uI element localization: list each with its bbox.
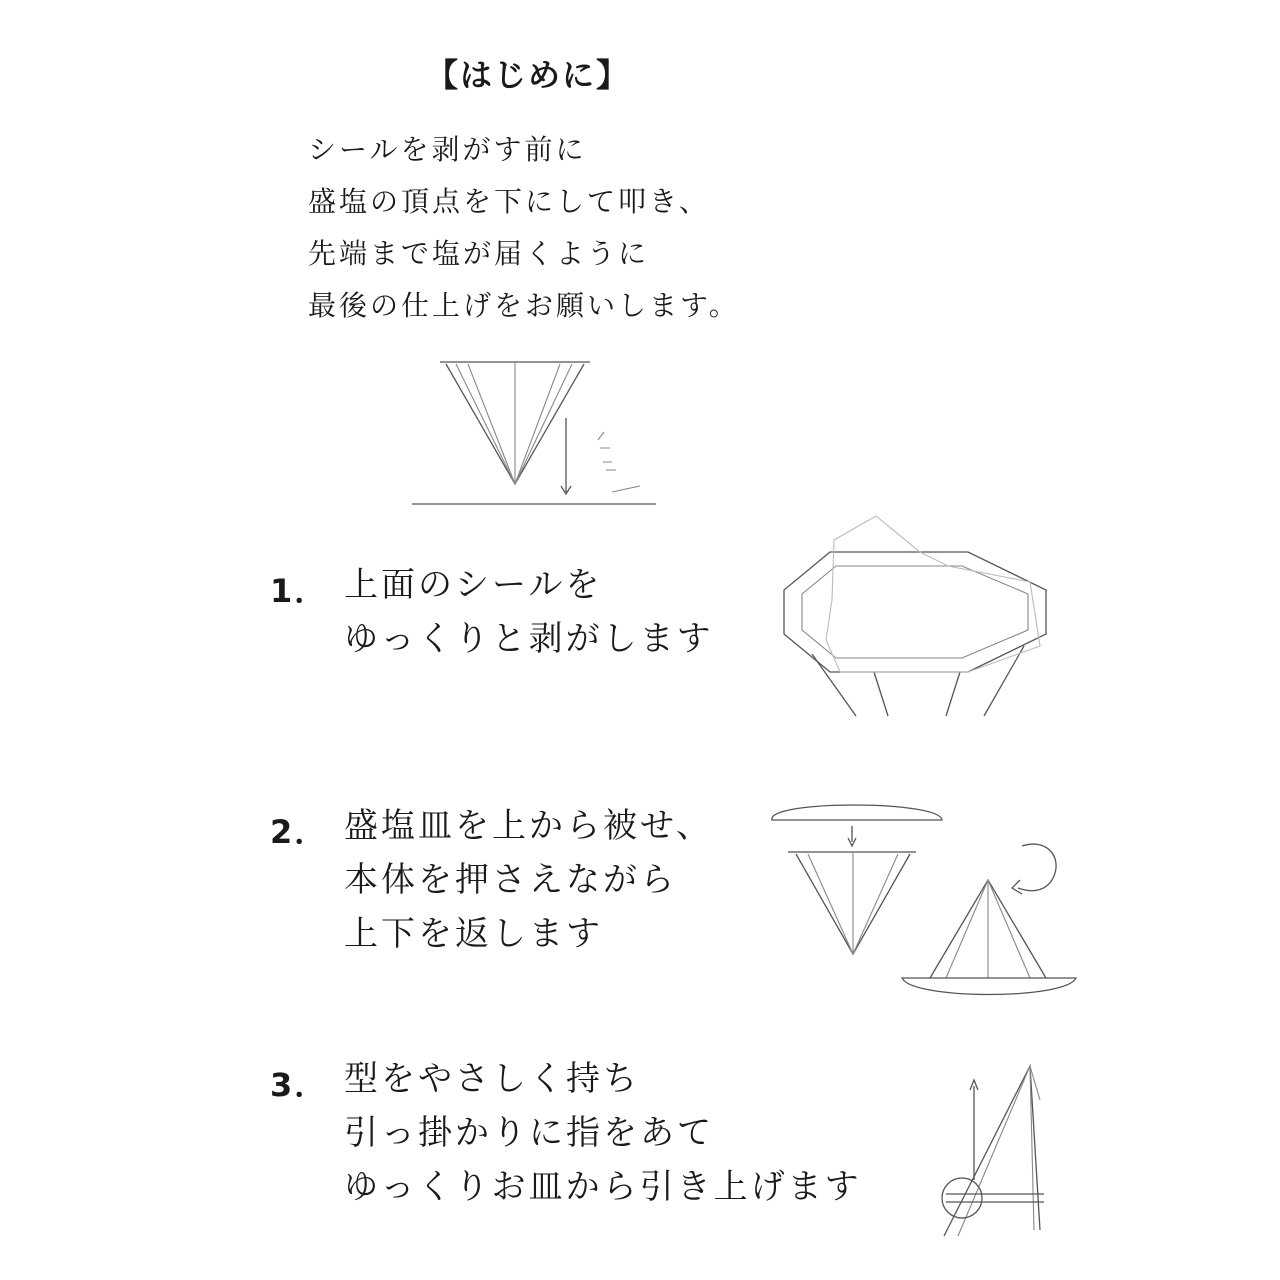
step-line: 型をやさしく持ち (344, 1059, 640, 1099)
step-line: 引っ掛かりに指をあて (344, 1113, 714, 1153)
step-1-number: 1． (270, 572, 329, 610)
step-2-number: 2． (270, 813, 329, 851)
step-3-lift-mold-illustration (942, 1066, 1044, 1236)
intro-line: シールを剥がす前に (308, 133, 587, 166)
step-line: ゆっくりお皿から引き上げます (344, 1167, 862, 1207)
intro-line: 盛塩の頂点を下にして叩き、 (308, 185, 710, 218)
step-line: 盛塩皿を上から被せ、 (344, 806, 713, 846)
step-2-plate-flip-illustration (772, 805, 1076, 995)
step-line: ゆっくりと剥がします (344, 619, 714, 659)
step-line: 本体を押さえながら (344, 860, 677, 900)
intro-line: 先端まで塩が届くように (308, 237, 650, 270)
intro-line: 最後の仕上げをお願いします。 (308, 289, 740, 322)
step-1-seal-peel-illustration (784, 516, 1046, 716)
page-title: 【はじめに】 (426, 56, 631, 94)
step-line: 上面のシールを (344, 565, 603, 605)
step-3-number: 3． (270, 1066, 329, 1104)
intro-cone-tap-illustration (412, 362, 656, 504)
step-line: 上下を返します (344, 914, 603, 954)
